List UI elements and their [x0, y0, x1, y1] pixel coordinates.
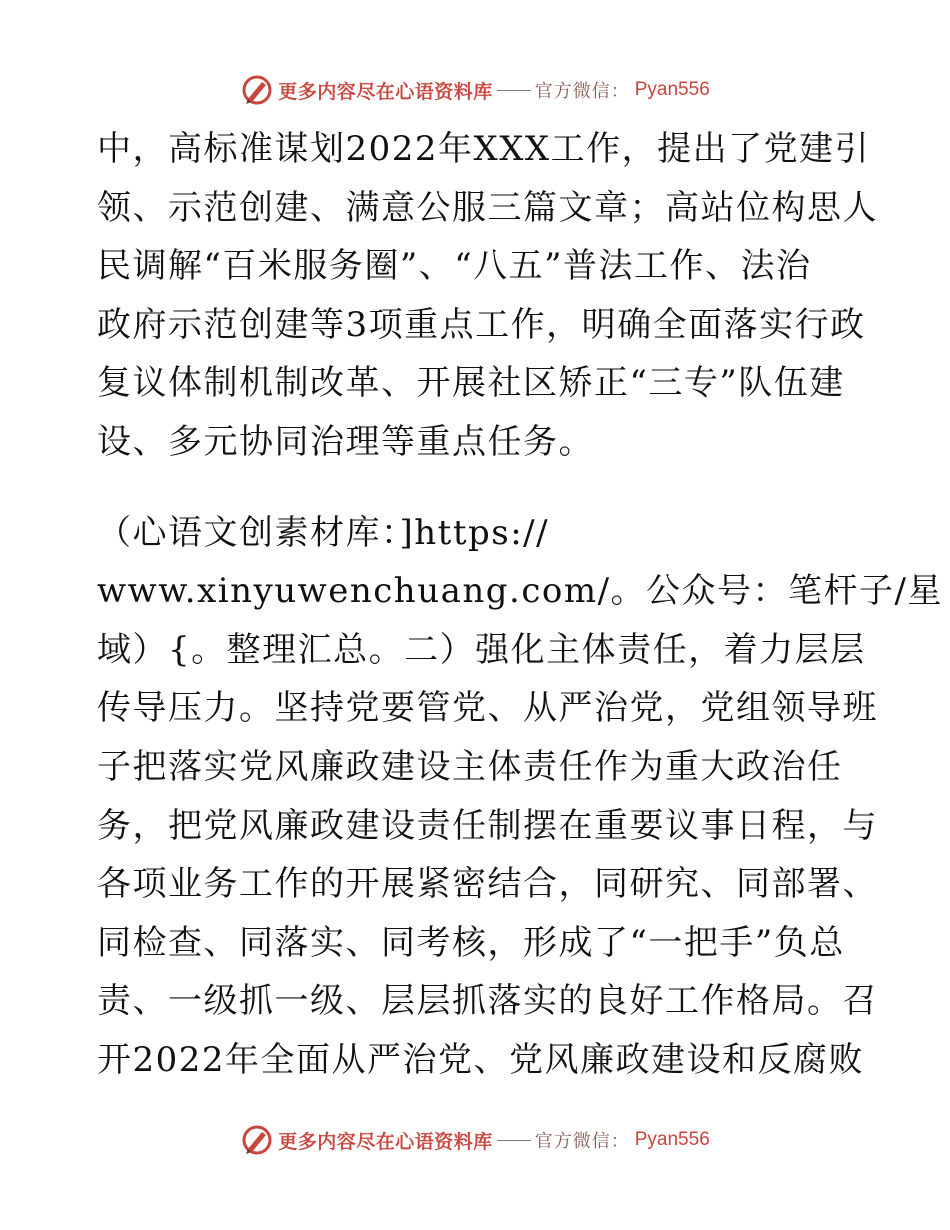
text-line: 民调解“百米服务圈”、“八五”普法工作、法治 — [97, 246, 812, 287]
paragraph-2 — [97, 504, 943, 1090]
watermark-brand-text: 更多内容尽在心语资料库 — [278, 1130, 493, 1153]
pen-circle-logo-icon — [240, 1123, 274, 1157]
pen-circle-logo-icon — [240, 73, 274, 107]
text-line: 政府示范创建等3项重点工作，明确全面落实行政 — [97, 304, 866, 345]
watermark-wechat-handle: Pyan556 — [634, 1129, 710, 1150]
watermark-wechat-handle: Pyan556 — [634, 79, 710, 100]
watermark-colon: ： — [610, 81, 629, 102]
text-line: 传导压力。坚持党要管党、从严治党，党组领导班 — [97, 688, 878, 729]
watermark-separator — [497, 90, 531, 91]
watermark-footer — [0, 1120, 950, 1160]
paragraph-1 — [97, 120, 878, 472]
watermark-official-label: 官方微信 — [534, 81, 611, 102]
watermark-separator — [497, 1140, 531, 1141]
text-line: 域）{。整理汇总。二）强化主体责任，着力层层 — [97, 629, 866, 670]
text-line: 同检查、同落实、同考核，形成了“一把手”负总 — [97, 922, 845, 963]
watermark-header — [0, 70, 950, 110]
text-line: 各项业务工作的开展紧密结合，同研究、同部署、 — [97, 864, 878, 905]
paragraph-gap — [97, 472, 857, 504]
text-line: 子把落实党风廉政建设主体责任作为重大政治任 — [97, 746, 843, 787]
text-line: 开2022年全面从严治党、党风廉政建设和反腐败 — [97, 1039, 865, 1080]
text-line: 设、多元协同治理等重点任务。 — [97, 421, 594, 462]
document-body — [97, 120, 943, 1090]
watermark-official-label: 官方微信 — [534, 1131, 611, 1152]
watermark-colon: ： — [610, 1131, 629, 1152]
text-line: （心语文创素材库：]https:// — [97, 512, 550, 553]
text-line: 中，高标准谋划2022年XXX工作，提出了党建引 — [97, 129, 871, 169]
text-line: www.xinyuwenchuang.com/。公众号：笔杆子/星 — [97, 571, 943, 612]
text-line: 责、一级抓一级、层层抓落实的良好工作格局。召 — [97, 981, 878, 1022]
text-line: 务，把党风廉政建设责任制摆在重要议事日程，与 — [97, 805, 878, 846]
watermark-brand-text: 更多内容尽在心语资料库 — [278, 80, 493, 103]
text-line: 领、示范创建、满意公服三篇文章；高站位构思人 — [97, 187, 878, 228]
text-line: 复议体制机制改革、开展社区矫正“三专”队伍建 — [97, 363, 845, 404]
